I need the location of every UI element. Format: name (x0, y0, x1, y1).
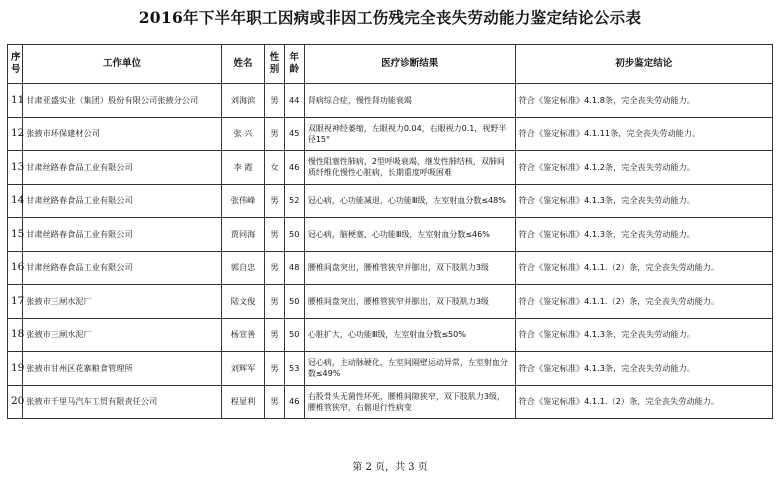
cell-age: 50 (284, 218, 304, 252)
appraisal-table (7, 44, 773, 419)
cell-age: 50 (284, 285, 304, 319)
header-sex: 性别 (265, 45, 284, 84)
cell-age: 50 (284, 318, 304, 352)
cell-diagnosis: 冠心病，脑梗塞，心功能Ⅲ级，左室射血分数≤46% (304, 218, 515, 252)
cell-no: 19 (8, 352, 23, 386)
cell-diagnosis: 双眼视神经萎缩，左眼视力0.04，右眼视力0.1，视野半径15° (304, 117, 515, 151)
cell-sex: 男 (265, 285, 284, 319)
cell-no: 16 (8, 251, 23, 285)
cell-sex: 男 (265, 352, 284, 386)
cell-unit: 甘肃丝路春食品工业有限公司 (23, 151, 222, 185)
cell-name: 张 兴 (221, 117, 265, 151)
cell-name: 刘海滨 (221, 84, 265, 118)
cell-name: 贾同海 (221, 218, 265, 252)
cell-unit: 张掖市甘州区花寨粮食管理所 (23, 352, 222, 386)
cell-sex: 男 (265, 218, 284, 252)
cell-name: 李 霞 (221, 151, 265, 185)
page-title: 2016年下半年职工因病或非因工伤残完全丧失劳动能力鉴定结论公示表 (138, 8, 642, 27)
cell-no: 15 (8, 218, 23, 252)
cell-diagnosis: 腰椎间盘突出，腰椎管狭窄并膨出，双下肢肌力3级 (304, 285, 515, 319)
cell-diagnosis: 肾病综合症，慢性肾功能衰竭 (304, 84, 515, 118)
table-header-row (8, 45, 773, 84)
cell-sex: 男 (265, 117, 284, 151)
cell-conclusion: 符合《鉴定标准》4.1.8条，完全丧失劳动能力。 (515, 84, 772, 118)
table-row (8, 318, 773, 352)
cell-no: 14 (8, 184, 23, 218)
cell-unit: 张掖市三闸水泥厂 (23, 318, 222, 352)
cell-sex: 男 (265, 184, 284, 218)
cell-diagnosis: 腰椎间盘突出，腰椎管狭窄并膨出，双下肢肌力3级 (304, 251, 515, 285)
cell-conclusion: 符合《鉴定标准》4.1.3条，完全丧失劳动能力。 (515, 184, 772, 218)
cell-name: 张伟峰 (221, 184, 265, 218)
cell-no: 11 (8, 84, 23, 118)
cell-name: 刘辉军 (221, 352, 265, 386)
cell-conclusion: 符合《鉴定标准》4.1.11条，完全丧失劳动能力。 (515, 117, 772, 151)
cell-age: 46 (284, 385, 304, 419)
cell-unit: 张掖市环保建材公司 (23, 117, 222, 151)
cell-unit: 甘肃丝路春食品工业有限公司 (23, 218, 222, 252)
cell-conclusion: 符合《鉴定标准》4.1.2条，完全丧失劳动能力。 (515, 151, 772, 185)
cell-no: 20 (8, 385, 23, 419)
table-row (8, 385, 773, 419)
cell-diagnosis: 冠心病，心功能减退，心功能Ⅲ级，左室射血分数≤48% (304, 184, 515, 218)
table-row (8, 84, 773, 118)
cell-conclusion: 符合《鉴定标准》4.1.3条，完全丧失劳动能力。 (515, 218, 772, 252)
cell-diagnosis: 慢性阻塞性肺病，2型呼吸衰竭，继发性肺结核，双肺间质纤维化慢性心脏病，长期重度呼吸困难 (304, 151, 515, 185)
cell-no: 13 (8, 151, 23, 185)
cell-name: 郭自忠 (221, 251, 265, 285)
cell-age: 52 (284, 184, 304, 218)
table-row (8, 352, 773, 386)
cell-sex: 男 (265, 251, 284, 285)
header-no: 序号 (8, 45, 23, 84)
table-row (8, 151, 773, 185)
cell-name: 程显利 (221, 385, 265, 419)
cell-diagnosis: 右股骨头无菌性坏死，腰椎间隙狭窄，双下肢肌力3级，腰椎管狭窄，右髂退行性病变 (304, 385, 515, 419)
table-row (8, 251, 773, 285)
cell-conclusion: 符合《鉴定标准》4.1.3条，完全丧失劳动能力。 (515, 318, 772, 352)
cell-age: 45 (284, 117, 304, 151)
cell-name: 陆文俊 (221, 285, 265, 319)
table-row (8, 184, 773, 218)
cell-age: 46 (284, 151, 304, 185)
cell-unit: 甘肃亚盛实业（集团）股份有限公司张掖分公司 (23, 84, 222, 118)
table-row (8, 117, 773, 151)
page-footer: 第 2 页，共 3 页 (352, 462, 428, 473)
cell-conclusion: 符合《鉴定标准》4.1.1.（2）条，完全丧失劳动能力。 (515, 385, 772, 419)
table-row (8, 218, 773, 252)
table-row (8, 285, 773, 319)
cell-no: 12 (8, 117, 23, 151)
cell-sex: 女 (265, 151, 284, 185)
cell-age: 48 (284, 251, 304, 285)
cell-unit: 张掖市千里马汽车工贸有限责任公司 (23, 385, 222, 419)
cell-no: 17 (8, 285, 23, 319)
cell-age: 53 (284, 352, 304, 386)
cell-unit: 甘肃丝路春食品工业有限公司 (23, 184, 222, 218)
cell-name: 杨宣善 (221, 318, 265, 352)
cell-age: 44 (284, 84, 304, 118)
header-unit: 工作单位 (23, 45, 222, 84)
cell-no: 18 (8, 318, 23, 352)
header-conclusion: 初步鉴定结论 (515, 45, 772, 84)
cell-conclusion: 符合《鉴定标准》4.1.1.（2）条，完全丧失劳动能力。 (515, 251, 772, 285)
header-age: 年龄 (284, 45, 304, 84)
cell-sex: 男 (265, 84, 284, 118)
cell-conclusion: 符合《鉴定标准》4.1.3条，完全丧失劳动能力。 (515, 352, 772, 386)
cell-sex: 男 (265, 385, 284, 419)
cell-diagnosis: 冠心病，主动脉硬化，左室间隔壁运动异常，左室射血分数≤49% (304, 352, 515, 386)
cell-diagnosis: 心脏扩大，心功能Ⅲ级，左室射血分数≤50% (304, 318, 515, 352)
cell-conclusion: 符合《鉴定标准》4.1.1.（2）条，完全丧失劳动能力。 (515, 285, 772, 319)
header-name: 姓名 (221, 45, 265, 84)
cell-unit: 甘肃丝路春食品工业有限公司 (23, 251, 222, 285)
cell-sex: 男 (265, 318, 284, 352)
header-diagnosis: 医疗诊断结果 (304, 45, 515, 84)
cell-unit: 张掖市三闸水泥厂 (23, 285, 222, 319)
